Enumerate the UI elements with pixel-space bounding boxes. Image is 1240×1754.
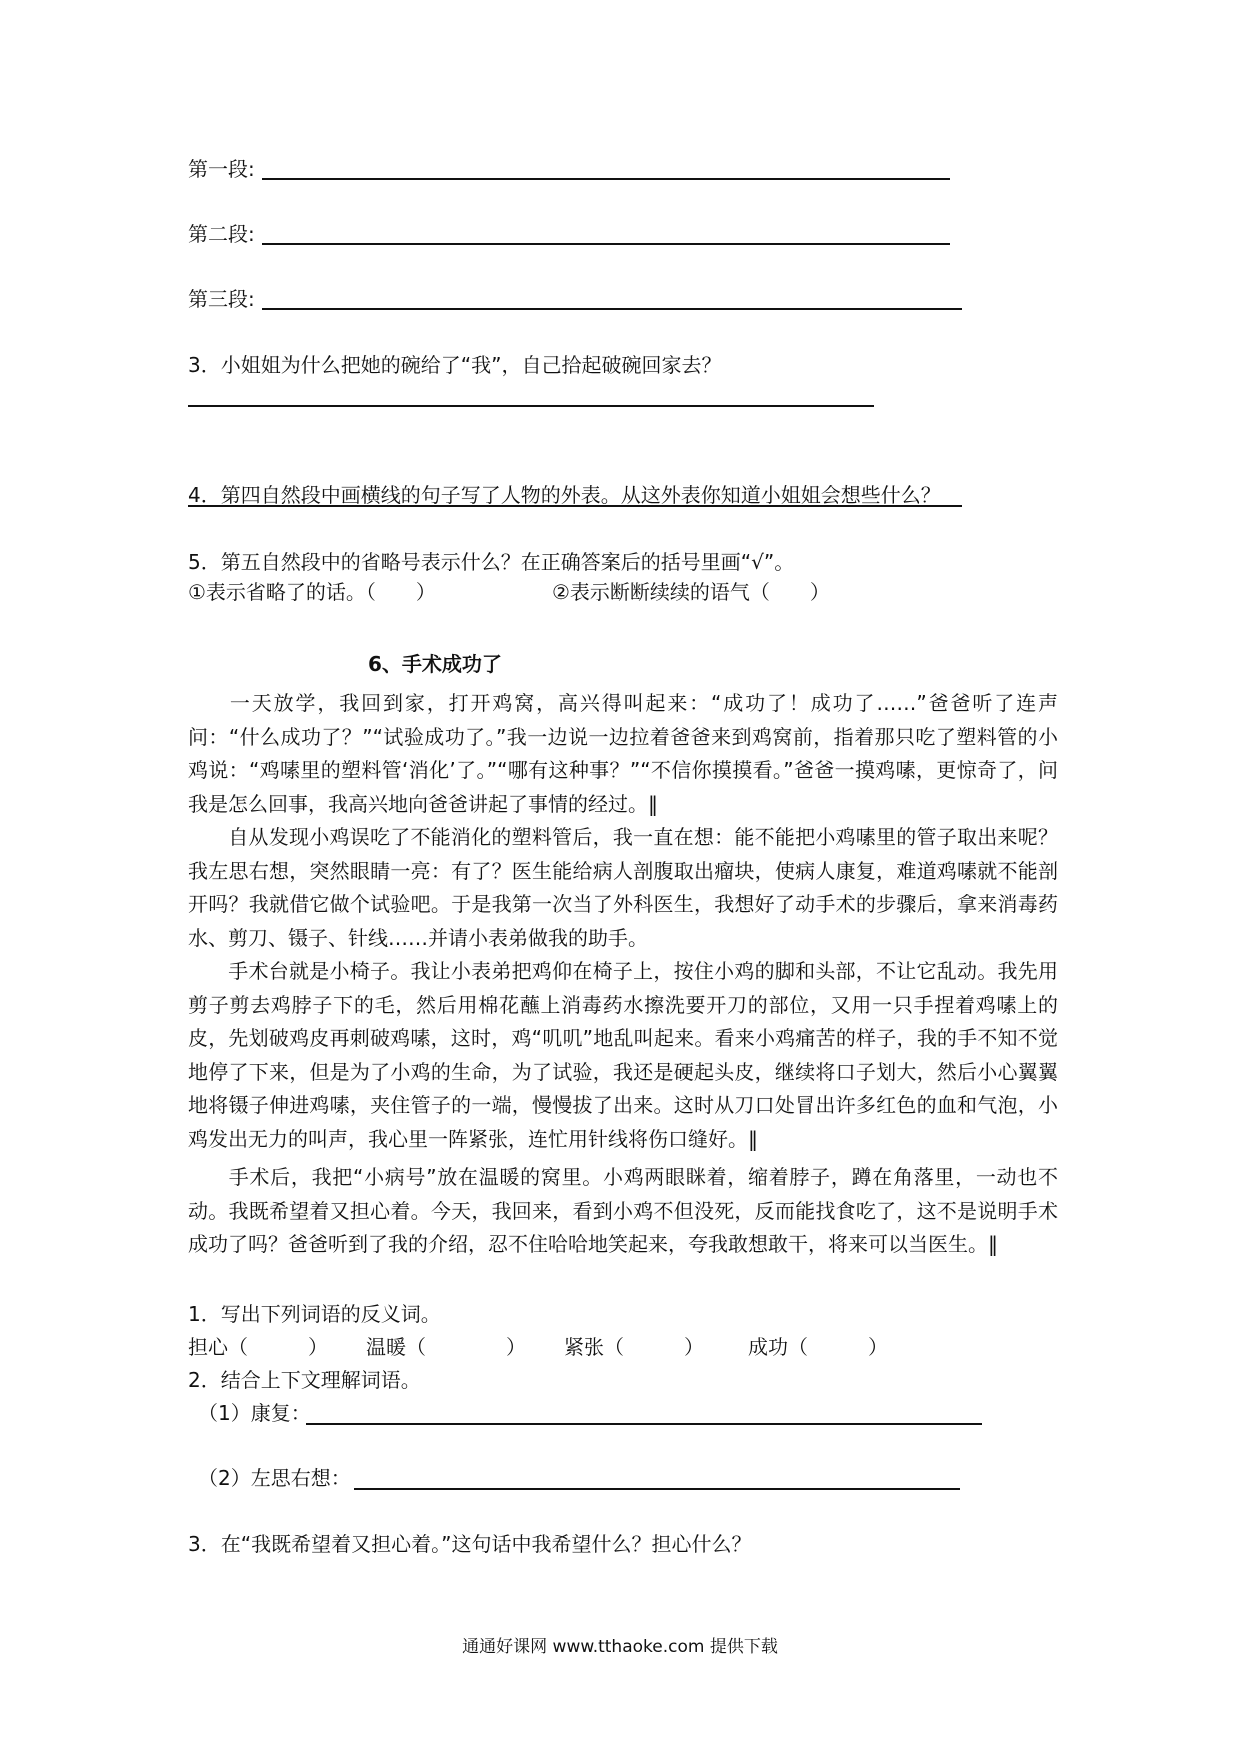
antonym-item-1[interactable]: 担心（ ）: [188, 1335, 328, 1359]
word-item-1-label: （1）康复：: [198, 1401, 311, 1425]
passage-paragraph-3: [188, 955, 1058, 1156]
passage-title: 6、手术成功了: [368, 652, 502, 676]
question-5-option-2[interactable]: ②表示断断续续的语气（ ）: [552, 580, 830, 604]
passage-paragraph-4: [188, 1161, 1058, 1262]
passage-question-3: 3．在“我既希望着又担心着。”这句话中我希望什么？担心什么？: [188, 1532, 752, 1556]
passage-question-1: 1．写出下列词语的反义词。: [188, 1302, 441, 1326]
answer-line-paragraph-1[interactable]: [262, 178, 950, 180]
antonym-item-2[interactable]: 温暖（ ）: [366, 1335, 526, 1359]
passage-paragraph-2: [188, 821, 1058, 955]
passage-paragraph-1: [188, 687, 1058, 821]
answer-line-word-2[interactable]: [354, 1488, 960, 1490]
antonym-item-4[interactable]: 成功（ ）: [748, 1335, 888, 1359]
answer-line-question-4[interactable]: [188, 505, 962, 507]
answer-line-word-1[interactable]: [306, 1423, 982, 1425]
label-paragraph-1: 第一段:: [188, 157, 255, 181]
answer-line-paragraph-2[interactable]: [262, 243, 950, 245]
question-4: 4．第四自然段中画横线的句子写了人物的外表。从这外表你知道小姐姐会想些什么？: [188, 483, 941, 507]
question-5: 5．第五自然段中的省略号表示什么？在正确答案后的括号里画“√”。: [188, 550, 795, 574]
passage-paragraph-3-text: 手术台就是小椅子。我让小表弟把鸡仰在椅子上，按住小鸡的脚和头部，不让它乱动。我先用剪子剪去鸡脖子下的毛，然后用棉花蘸上消毒药水擦洗要开刀的部位，又用一只手捏着鸡嗉上的皮，先划破鸡皮再刺破鸡嗉，这时，鸡“叽叽”地乱叫起来。看来小鸡痛苦的样子，我的手不知不觉地停了下来，但是为了小鸡的生命，为了试验，我还是硬起头皮，继续将口子划大，然后小心翼翼地将镊子伸进鸡嗉，夹住管子的一端，慢慢拔了出来。这时从刀口处冒出许多红色的血和气泡，小鸡发出无力的叫声，我心里一阵紧张，连忙用针线将伤口缝好。‖: [188, 959, 1058, 1151]
passage-paragraph-2-text: 自从发现小鸡误吃了不能消化的塑料管后，我一直在想：能不能把小鸡嗉里的管子取出来呢？我左思右想，突然眼睛一亮：有了？医生能给病人剖腹取出瘤块，使病人康复，难道鸡嗉就不能剖开吗？我就借它做个试验吧。于是我第一次当了外科医生，我想好了动手术的步骤后，拿来消毒药水、剪刀、镊子、针线……并请小表弟做我的助手。: [188, 825, 1058, 950]
question-3: 3．小姐姐为什么把她的碗给了“我”，自己拾起破碗回家去？: [188, 353, 722, 377]
antonym-item-3[interactable]: 紧张（ ）: [564, 1335, 704, 1359]
page-footer: 通通好课网 www.tthaoke.com 提供下载: [462, 1637, 778, 1657]
answer-line-question-3[interactable]: [188, 405, 874, 407]
passage-paragraph-4-text: 手术后，我把“小病号”放在温暖的窝里。小鸡两眼眯着，缩着脖子，蹲在角落里，一动也不动。我既希望着又担心着。今天，我回来，看到小鸡不但没死，反而能找食吃了，这不是说明手术成功了吗？爸爸听到了我的介绍，忍不住哈哈地笑起来，夸我敢想敢干，将来可以当医生。‖: [188, 1165, 1058, 1256]
passage-paragraph-1-text: 一天放学，我回到家，打开鸡窝，高兴得叫起来：“成功了！成功了……”爸爸听了连声问：“什么成功了？”“试验成功了。”我一边说一边拉着爸爸来到鸡窝前，指着那只吃了塑料管的小鸡说：“鸡嗉里的塑料管‘消化’了。”“哪有这种事？”“不信你摸摸看。”爸爸一摸鸡嗉，更惊奇了，问我是怎么回事，我高兴地向爸爸讲起了事情的经过。‖: [188, 691, 1058, 816]
answer-line-paragraph-3[interactable]: [262, 308, 962, 310]
label-paragraph-2: 第二段:: [188, 222, 255, 246]
word-item-2-label: （2）左思右想：: [198, 1466, 351, 1490]
passage-question-2: 2．结合上下文理解词语。: [188, 1368, 421, 1392]
question-5-option-1[interactable]: ①表示省略了的话。（ ）: [188, 580, 436, 604]
label-paragraph-3: 第三段:: [188, 287, 255, 311]
